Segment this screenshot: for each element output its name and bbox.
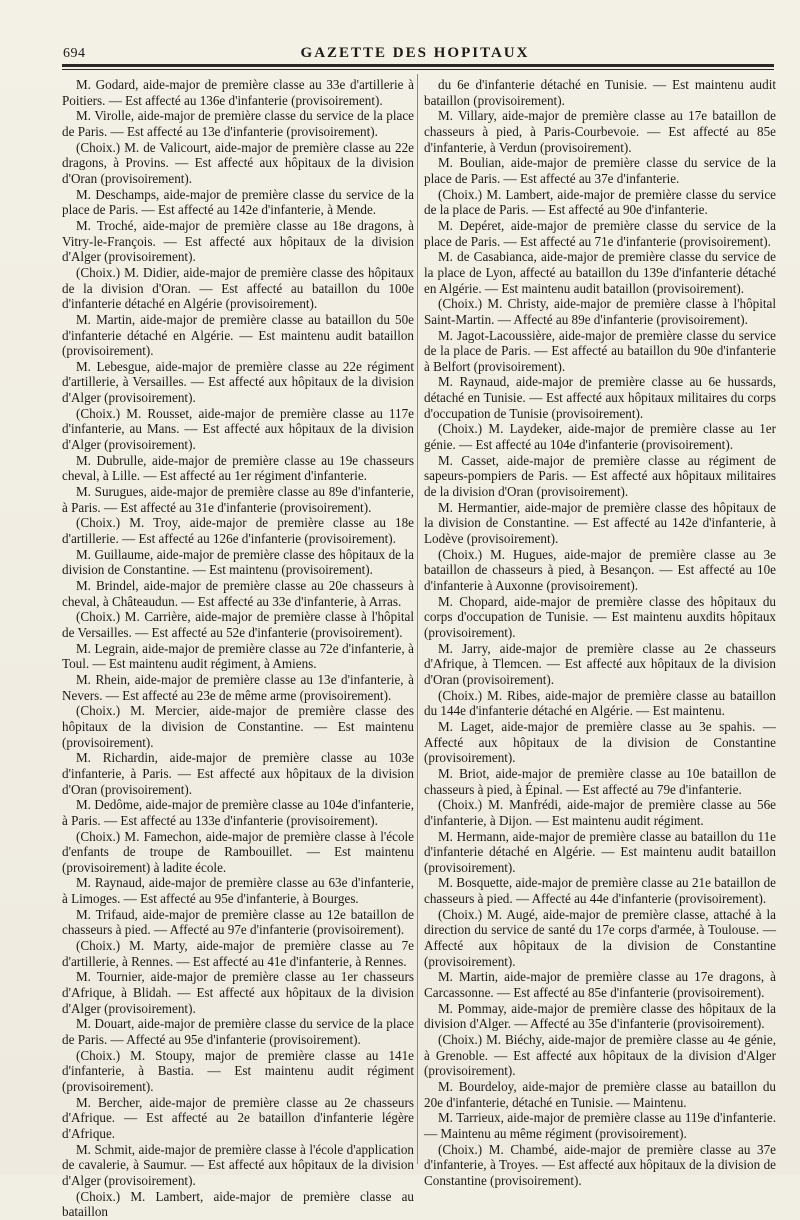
paragraph: du 6e d'infanterie détaché en Tunisie. — Est maintenu audit bataillon (provisoirement). (424, 77, 776, 108)
paragraph: M. Jarry, aide-major de première classe au 2e chasseurs d'Afrique, à Tlemcen. — Est affecté aux hôpitaux de la division d'Oran (provisoirement). (424, 640, 776, 687)
paragraph: M. de Casabianca, aide-major de première classe du service de la place de Lyon, affecté au bataillon du 139e d'infanterie détaché en Algérie. — Est maintenu audit bataillon (provisoirement). (424, 249, 776, 296)
header-rule-thin (62, 69, 774, 70)
paragraph: M. Bercher, aide-major de première classe au 2e chasseurs d'Afrique. — Est affecté au 2e bataillon d'infanterie légère d'Afrique. (62, 1094, 414, 1141)
paragraph: (Choix.) M. Christy, aide-major de première classe à l'hôpital Saint-Martin. — Affecté au 89e d'infanterie (provisoirement). (424, 296, 776, 327)
paragraph: M. Schmit, aide-major de première classe à l'école d'application de cavalerie, à Saumur. — Est affecté aux hôpitaux de la division d'Alger (provisoirement). (62, 1141, 414, 1188)
paragraph: M. Briot, aide-major de première classe au 10e bataillon de chasseurs à pied, à Épinal. — Est affecté au 79e d'infanterie. (424, 765, 776, 797)
paragraph: M. Brindel, aide-major de première classe au 20e chasseurs à cheval, à Châteaudun. — Est affecté au 33e d'infanterie, à Arras. (62, 578, 414, 609)
page-number: 694 (63, 46, 86, 61)
paragraph: M. Pommay, aide-major de première classe des hôpitaux de la division d'Alger. — Affecté au 35e d'infanterie (provisoirement). (424, 1000, 776, 1032)
paragraph: M. Troché, aide-major de première classe au 18e dragons, à Vitry-le-François. — Est affecté aux hôpitaux de la division d'Alger (provisoirement). (62, 217, 414, 265)
paragraph: (Choix.) M. Famechon, aide-major de première classe à l'école d'enfants de troupe de Rambouillet. — Est maintenu (provisoirement) à ladite école. (62, 828, 414, 875)
paragraph: M. Dedôme, aide-major de première classe au 104e d'infanterie, à Paris. — Est affecté au 133e d'infanterie (provisoirement). (62, 797, 414, 828)
paragraph: M. Douart, aide-major de première classe du service de la place de Paris. — Affecté au 95e d'infanterie (provisoirement). (62, 1016, 414, 1048)
paragraph: M. Depéret, aide-major de première classe du service de la place de Paris. — Est affecté au 71e d'infanterie (provisoirement). (424, 217, 776, 249)
paragraph: M. Villary, aide-major de première classe au 17e bataillon de chasseurs à pied, à Paris-Courbevoie. — Est affecté au 85e d'infanterie, à Verdun (provisoirement). (424, 108, 776, 155)
paragraph: M. Hermantier, aide-major de première classe des hôpitaux de la division de Constantine. — Est affecté au 142e d'infanterie, à Lodève (provisoirement). (424, 499, 776, 547)
paragraph: M. Casset, aide-major de première classe au régiment de sapeurs-pompiers de Paris. — Est affecté aux hôpitaux militaires de la division d'Oran (provisoirement). (424, 452, 776, 500)
paragraph: (Choix.) M. Chambé, aide-major de première classe au 37e d'infanterie, à Troyes. — Est affecté aux hôpitaux de la division de Constantine (provisoirement). (424, 1141, 776, 1188)
paragraph: (Choix.) M. de Valicourt, aide-major de première classe au 22e dragons, à Provins. — Est affecté aux hôpitaux de la division d'Oran (provisoirement). (62, 139, 414, 186)
paragraph: M. Dubrulle, aide-major de première classe au 19e chasseurs cheval, à Lille. — Est affecté au 1er régiment d'infanterie. (62, 452, 414, 484)
paragraph: M. Raynaud, aide-major de première classe au 63e d'infanterie, à Limoges. — Est affecté au 95e d'infanterie, à Bourges. (62, 875, 414, 907)
paragraph: (Choix.) M. Carrière, aide-major de première classe à l'hôpital de Versailles. — Est affecté au 52e d'infanterie (provisoirement). (62, 609, 414, 640)
paragraph: M. Lebesgue, aide-major de première classe au 22e régiment d'artillerie, à Versailles. — Est affecté aux hôpitaux de la division d'Alger (provisoirement). (62, 358, 414, 406)
paragraph: (Choix.) M. Stoupy, major de première classe au 141e d'infanterie, à Bastia. — Est maintenu audit régiment (provisoirement). (62, 1047, 414, 1094)
paragraph: (Choix.) M. Lambert, aide-major de première classe au bataillon (62, 1188, 414, 1220)
column-divider (417, 74, 418, 1164)
paragraph: M. Godard, aide-major de première classe au 33e d'artillerie à Poitiers. — Est affecté au 136e d'infanterie (provisoirement). (62, 77, 414, 108)
paragraph: M. Rhein, aide-major de première classe au 13e d'infanterie, à Nevers. — Est affecté au 23e de même arme (provisoirement). (62, 671, 414, 703)
paragraph: (Choix.) M. Mercier, aide-major de première classe des hôpitaux de la division de Constantine. — Est maintenu (provisoirement). (62, 703, 414, 750)
paragraph: (Choix.) M. Laydeker, aide-major de première classe au 1er génie. — Est affecté au 104e d'infanterie (provisoirement). (424, 421, 776, 453)
paragraph: (Choix.) M. Hugues, aide-major de première classe au 3e bataillon de chasseurs à pied, à Besançon. — Est affecté au 10e d'infanterie à Auxonne (provisoirement). (424, 546, 776, 593)
paragraph: M. Trifaud, aide-major de première classe au 12e bataillon de chasseurs à pied. — Affecté au 97e d'infanterie (provisoirement). (62, 906, 414, 938)
paragraph: (Choix.) M. Lambert, aide-major de première classe du service de la place de Paris. — Est affecté au 90e d'infanterie. (424, 186, 776, 218)
paragraph: M. Deschamps, aide-major de première classe du service de la place de Paris. — Est affecté au 142e d'infanterie, à Mende. (62, 186, 414, 218)
left-column (62, 77, 414, 1220)
paragraph: M. Boulian, aide-major de première classe du service de la place de Paris. — Est affecté au 37e d'infanterie. (424, 155, 776, 186)
paragraph: M. Raynaud, aide-major de première classe au 6e hussards, détaché en Tunisie. — Est affecté aux hôpitaux militaires du corps d'occupation de Tunisie (provisoirement). (424, 374, 776, 421)
right-column (424, 77, 776, 1188)
paragraph: (Choix.) M. Didier, aide-major de première classe des hôpitaux de la division d'Oran. — Est affecté au bataillon du 100e d'infanterie détaché en Algérie (provisoirement). (62, 264, 414, 312)
paragraph: M. Virolle, aide-major de première classe du service de la place de Paris. — Est affecté au 13e d'infanterie (provisoirement). (62, 108, 414, 139)
paragraph: (Choix.) M. Troy, aide-major de première classe au 18e d'artillerie. — Est affecté au 126e d'infanterie (provisoirement). (62, 515, 414, 547)
paragraph: M. Hermann, aide-major de première classe au bataillon du 11e d'infanterie détaché en Algérie. — Est maintenu audit bataillon (provisoirement). (424, 828, 776, 875)
paragraph: M. Legrain, aide-major de première classe au 72e d'infanterie, à Toul. — Est maintenu audit régiment, à Amiens. (62, 640, 414, 672)
paragraph: M. Guillaume, aide-major de première classe des hôpitaux de la division de Constantine. — Est maintenu (provisoirement). (62, 546, 414, 578)
paragraph: M. Jagot-Lacoussière, aide-major de première classe du service de la place de Paris. — Est affecté au bataillon du 90e d'infanterie à Belfort (provisoirement). (424, 327, 776, 374)
paragraph: (Choix.) M. Rousset, aide-major de première classe au 117e d'infanterie, au Mans. — Est affecté aux hôpitaux de la division d'Alger (provisoirement). (62, 405, 414, 453)
paragraph: (Choix.) M. Ribes, aide-major de première classe au bataillon du 144e d'infanterie détaché en Algérie. — Est maintenu. (424, 687, 776, 719)
paragraph: (Choix.) M. Biéchy, aide-major de première classe au 4e génie, à Grenoble. — Est affecté aux hôpitaux de la division d'Alger (provisoirement). (424, 1032, 776, 1079)
paragraph: M. Richardin, aide-major de première classe au 103e d'infanterie, à Paris. — Est affecté aux hôpitaux de la division d'Oran (provisoirement). (62, 750, 414, 797)
header-rule-thick (62, 64, 774, 67)
paragraph: M. Martin, aide-major de première classe au bataillon du 50e d'infanterie détaché en Algérie. — Est maintenu audit bataillon (provisoirement). (62, 311, 414, 359)
paragraph: M. Martin, aide-major de première classe au 17e dragons, à Carcassonne. — Est affecté au 85e d'infanterie (provisoirement). (424, 969, 776, 1001)
paragraph: M. Bourdeloy, aide-major de première classe au bataillon du 20e d'infanterie, détaché en Tunisie. — Maintenu. (424, 1079, 776, 1110)
paragraph: (Choix.) M. Augé, aide-major de première classe, attaché à la direction du service de santé du 17e corps d'armée, à Toulouse. — Affecté aux hôpitaux de la division de Constantine (provisoirement). (424, 906, 776, 969)
paragraph: (Choix.) M. Manfrédi, aide-major de première classe au 56e d'infanterie, à Dijon. — Est maintenu audit régiment. (424, 797, 776, 828)
paragraph: M. Bosquette, aide-major de première classe au 21e bataillon de chasseurs à pied. — Affecté au 44e d'infanterie (provisoirement). (424, 875, 776, 907)
journal-title: GAZETTE DES HOPITAUX (300, 45, 530, 61)
paragraph: M. Tournier, aide-major de première classe au 1er chasseurs d'Afrique, à Blidah. — Est affecté aux hôpitaux de la division d'Alger (provisoirement). (62, 969, 414, 1016)
paragraph: M. Chopard, aide-major de première classe des hôpitaux du corps d'occupation de Tunisie. — Est maintenu auxdits hôpitaux (provisoirement). (424, 593, 776, 640)
running-header (55, 40, 775, 62)
paragraph: M. Surugues, aide-major de première classe au 89e d'infanterie, à Paris. — Est affecté au 31e d'infanterie (provisoirement). (62, 484, 414, 515)
paragraph: (Choix.) M. Marty, aide-major de première classe au 7e d'artillerie, à Rennes. — Est affecté au 41e d'infanterie, à Rennes. (62, 938, 414, 969)
paragraph: M. Laget, aide-major de première classe au 3e spahis. — Affecté aux hôpitaux de la division de Constantine (provisoirement). (424, 718, 776, 766)
paragraph: M. Tarrieux, aide-major de première classe au 119e d'infanterie. — Maintenu au même régiment (provisoirement). (424, 1110, 776, 1141)
